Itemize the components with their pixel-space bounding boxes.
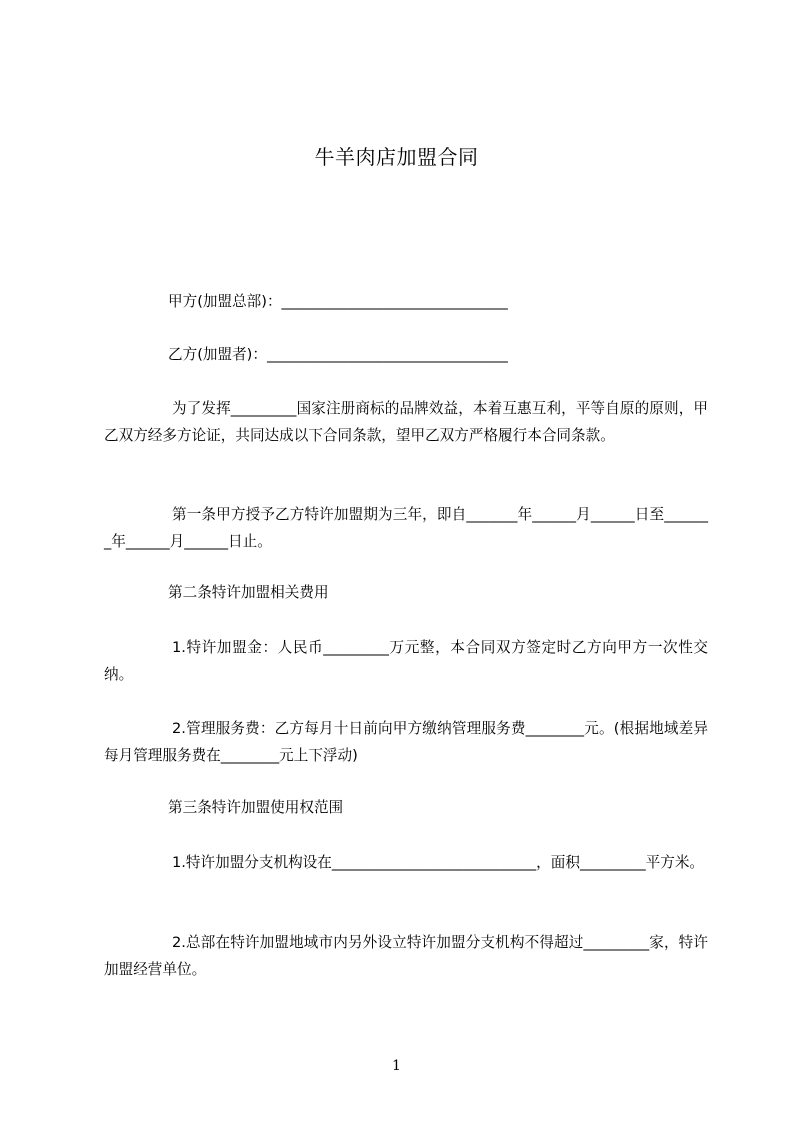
intro-paragraph: 为了发挥_________国家注册商标的品牌效益，本着互惠互利，平等自原的原则，甲乙双方经多方论证，共同达成以下合同条款，望甲乙双方严格履行本合同条款。 [104,400,708,444]
article-3-item-2: 2.总部在特许加盟地域市内另外设立特许加盟分支机构不得超过_________家，特许加盟经营单位。 [104,934,708,978]
party-a-line: 甲方(加盟总部)：_______________________________ [168,293,508,310]
page-number: 1 [392,1058,401,1074]
party-b-line: 乙方(加盟者)：_________________________________ [168,346,508,363]
article-1-paragraph: 第一条甲方授予乙方特许加盟期为三年，即自_______年______月______日至_______年______月______日止。 [104,506,708,550]
document-title: 牛羊肉店加盟合同 [314,145,479,169]
article-2-heading: 第二条特许加盟相关费用 [168,584,329,601]
article-3-item-1: 1.特许加盟分支机构设在____________________________，面积_________平方米。 [172,854,705,871]
article-2-item-2: 2.管理服务费：乙方每月十日前向甲方缴纳管理服务费________元。(根据地域差异每月管理服务费在________元上下浮动) [104,720,708,764]
article-2-item-1: 1.特许加盟金：人民币_________万元整，本合同双方签定时乙方向甲方一次性交纳。 [104,639,708,683]
article-3-heading: 第三条特许加盟使用权范围 [168,799,344,816]
